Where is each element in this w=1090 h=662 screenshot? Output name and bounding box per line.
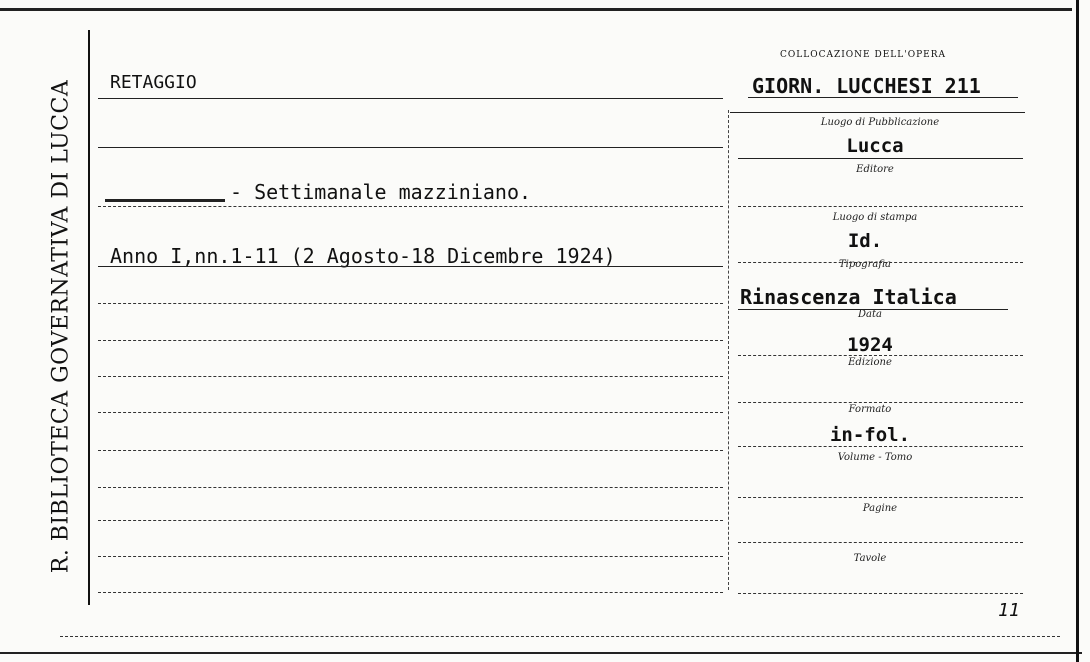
field-value-tipografia: Rinascenza Italica xyxy=(740,285,957,309)
bottom-dashed-rule xyxy=(60,636,1060,637)
field-value-data: 1924 xyxy=(847,334,893,356)
right-rule-1 xyxy=(738,158,1023,159)
field-label-formato: Formato xyxy=(848,404,892,415)
subtitle-text: - Settimanale mazziniano. xyxy=(230,180,532,204)
field-label-tipografia: Tipografia xyxy=(838,259,892,270)
field-value-luogo-pubblicazione: Lucca xyxy=(846,135,904,157)
field-label-tavole: Tavole xyxy=(853,553,887,564)
rule-9 xyxy=(98,450,723,451)
right-rule-10 xyxy=(738,593,1023,594)
field-label-pagine: Pagine xyxy=(862,503,898,514)
right-rule-8 xyxy=(738,497,1023,498)
rule-2 xyxy=(98,147,723,148)
rule-7 xyxy=(98,376,723,377)
rule-12 xyxy=(98,556,723,557)
field-label-edizione: Edizione xyxy=(848,357,892,368)
field-label-editore: Editore xyxy=(856,164,894,175)
subtitle-lead-dash xyxy=(105,199,225,202)
rule-8 xyxy=(98,412,723,413)
holdings-text: Anno I,nn.1-11 (2 Agosto-18 Dicembre 1924) xyxy=(110,244,616,268)
field-value-formato: in-fol. xyxy=(829,424,911,446)
card-heading: RETAGGIO xyxy=(110,72,197,93)
right-rule-3 xyxy=(738,262,1023,263)
field-label-data: Data xyxy=(858,309,882,320)
rule-10 xyxy=(98,487,723,488)
collocation-underline xyxy=(748,97,1018,98)
rule-4 xyxy=(98,266,723,267)
rule-6 xyxy=(98,340,723,341)
corner-mark: 11 xyxy=(998,600,1020,621)
rule-3 xyxy=(98,206,723,207)
column-divider xyxy=(728,110,729,590)
field-label-luogo-pubblicazione: Luogo di Pubblicazione xyxy=(820,117,940,128)
field-label-luogo-stampa: Luogo di stampa xyxy=(832,212,918,223)
heading-rule xyxy=(98,98,723,99)
library-name-vertical: R. BIBLIOTECA GOVERNATIVA DI LUCCA xyxy=(48,79,74,573)
rule-13 xyxy=(98,592,723,593)
right-edge-line xyxy=(1076,0,1079,662)
rule-5 xyxy=(98,303,723,304)
collocation-label: COLLOCAZIONE DELL'OPERA xyxy=(780,50,946,60)
rule-11 xyxy=(98,520,723,521)
bottom-edge-line xyxy=(0,652,1082,654)
right-rule-9 xyxy=(738,542,1023,543)
right-top-rule xyxy=(730,112,1025,113)
field-label-volume-tomo: Volume - Tomo xyxy=(837,452,913,463)
collocation-value: GIORN. LUCCHESI 211 xyxy=(752,74,981,98)
field-value-luogo-stampa: Id. xyxy=(847,230,883,252)
right-rule-5 xyxy=(738,355,1023,356)
right-rule-6 xyxy=(738,402,1023,403)
right-rule-2 xyxy=(738,206,1023,207)
top-edge-line xyxy=(0,8,1072,11)
right-rule-7 xyxy=(738,446,1023,447)
main-margin-rule xyxy=(88,30,90,605)
